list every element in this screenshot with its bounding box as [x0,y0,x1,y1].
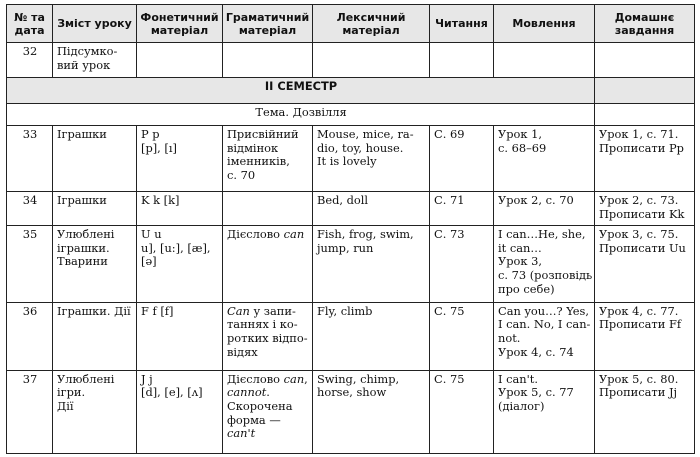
grammar-cell [223,126,313,192]
grammar-cell [223,192,313,226]
homework-cell [595,43,695,78]
lexical-cell [313,192,430,226]
cell-line: Can у запи- [227,303,296,318]
cell-line: Улюблені [57,227,115,242]
cell-line: Урок 4, с. 74 [498,344,574,359]
cell-line: I can't. [498,371,538,386]
cell-line: таннях і ко- [227,317,298,332]
cell-line: Урок 2, с. 73. [599,193,679,208]
cell-line: jump, run [317,240,374,255]
semester-row [7,78,695,104]
cell-line: Урок 5, с. 80. [599,371,679,386]
cell-line: Іграшки. Дії [57,303,131,318]
cell-line: Дієслово can [227,227,305,242]
cell-line: (діалог) [498,399,545,414]
cell-line: відях [227,344,258,359]
cell-line: с. 70 [227,167,256,182]
phonetic-cell [137,302,223,370]
homework-cell [595,192,695,226]
reading-cell: С. 75 [430,302,494,370]
cell-line: Прописати Pp [599,140,684,155]
cell-line: It is lovely [317,154,377,169]
topic-row [7,103,695,125]
cell-line: Bed, doll [317,193,369,208]
lexical-cell [313,302,430,370]
cell-line: can't [227,426,256,441]
speaking-cell [494,370,595,453]
cell-line: с. 68–69 [498,140,547,155]
cell-line: Swing, chimp, [317,371,400,386]
cell-line: іменників, [227,154,290,169]
cell-line: horse, show [317,385,387,400]
lesson-content [53,126,137,192]
header-homework: Домашнє завдання [595,5,695,43]
table-row [7,302,695,370]
cell-line: форма — [227,412,281,427]
cell-line: Урок 3, [498,254,542,269]
header-reading: Читання [430,5,494,43]
phonetic-cell [137,43,223,78]
header-number-date: № та дата [7,5,53,43]
cell-line: dio, toy, house. [317,140,404,155]
table-row [7,43,695,78]
cell-line: U u [141,227,162,242]
grammar-cell [223,226,313,303]
lesson-content [53,302,137,370]
lesson-content: Підсумко- вий урок [53,43,137,78]
reading-cell: С. 71 [430,192,494,226]
cell-line: Mouse, mice, ra- [317,127,414,142]
grammar-cell [223,370,313,453]
cell-line: Fly, climb [317,303,373,318]
lesson-number: 34 [7,192,53,226]
cell-line: u], [u:], [æ], [141,240,211,255]
cell-line: F f [f] [141,303,174,318]
table-row [7,126,695,192]
grammar-cell [223,302,313,370]
cell-line: Дії [57,399,74,414]
cell-line: Can you…? Yes, [498,303,589,318]
cell-line: Тварини [57,254,108,269]
cell-line: not. [498,330,521,345]
lexical-cell [313,126,430,192]
semester-title: II СЕМЕСТР [7,78,595,104]
cell-line: Присвійний [227,127,299,142]
cell-line: I can…He, she, [498,227,586,242]
reading-cell [430,43,494,78]
cell-line: J j [141,371,153,386]
lesson-number: 35 [7,226,53,303]
table-header [7,5,695,43]
lesson-number: 37 [7,370,53,453]
phonetic-cell [137,370,223,453]
cell-line: Прописати Jj [599,385,678,400]
cell-line: Урок 2, с. 70 [498,193,574,208]
reading-cell: С. 73 [430,226,494,303]
cell-line: K k [k] [141,193,180,208]
phonetic-cell [137,126,223,192]
table-row [7,370,695,453]
grammar-cell [223,43,313,78]
homework-cell [595,370,695,453]
speaking-cell [494,126,595,192]
speaking-cell [494,192,595,226]
header-speaking: Мовлення [494,5,595,43]
topic-title: Тема. Дозвілля [7,103,595,125]
phonetic-cell [137,226,223,303]
cell-line: Іграшки [57,193,107,208]
cell-line: Прописати Ff [599,317,682,332]
lesson-content [53,370,137,453]
cell-line: Урок 3, с. 75. [599,227,679,242]
speaking-cell [494,302,595,370]
cell-line: відмінок [227,140,279,155]
cell-line: Скорочена [227,399,293,414]
topic-empty-cell [595,103,695,125]
cell-line: [d], [e], [ʌ] [141,385,203,400]
reading-cell: С. 69 [430,126,494,192]
phonetic-cell [137,192,223,226]
cell-line: Урок 1, [498,127,542,142]
cell-line: cannot. [227,385,270,400]
header-lesson-content: Зміст уроку [53,5,137,43]
cell-line: I can. No, I can- [498,317,591,332]
cell-line: с. 73 (розповідь [498,267,593,282]
speaking-cell [494,226,595,303]
header-phonetic: Фонетичний матеріал [137,5,223,43]
cell-line: ротких відпо- [227,330,308,345]
lesson-content [53,226,137,303]
table-row [7,192,695,226]
reading-cell: С. 75 [430,370,494,453]
lexical-cell [313,226,430,303]
cell-line: Прописати Kk [599,206,685,221]
cell-line: P p [141,127,160,142]
header-grammar: Граматичний матеріал [223,5,313,43]
cell-line: Урок 1, с. 71. [599,127,679,142]
header-lexical: Лексичний матеріал [313,5,430,43]
table-row [7,226,695,303]
cell-line: Іграшки [57,127,107,142]
lesson-number: 36 [7,302,53,370]
cell-line: [ə] [141,254,157,269]
semester-empty-cell [595,78,695,104]
cell-line: іграшки. [57,240,110,255]
cell-line: про себе) [498,281,555,296]
lexical-cell [313,370,430,453]
lexical-cell [313,43,430,78]
cell-line: Fish, frog, swim, [317,227,414,242]
cell-line: Урок 4, с. 77. [599,303,679,318]
lesson-plan-table [6,4,695,454]
cell-line: Дієслово can, [227,371,308,386]
homework-cell [595,226,695,303]
cell-line: Урок 5, с. 77 [498,385,574,400]
homework-cell [595,126,695,192]
lesson-content [53,192,137,226]
speaking-cell [494,43,595,78]
cell-line: it can… [498,240,542,255]
lesson-number: 33 [7,126,53,192]
cell-line: Улюблені [57,371,115,386]
cell-line: Прописати Uu [599,240,686,255]
lesson-number: 32 [7,43,53,78]
cell-line: [p], [ı] [141,140,177,155]
homework-cell [595,302,695,370]
cell-line: ігри. [57,385,86,400]
